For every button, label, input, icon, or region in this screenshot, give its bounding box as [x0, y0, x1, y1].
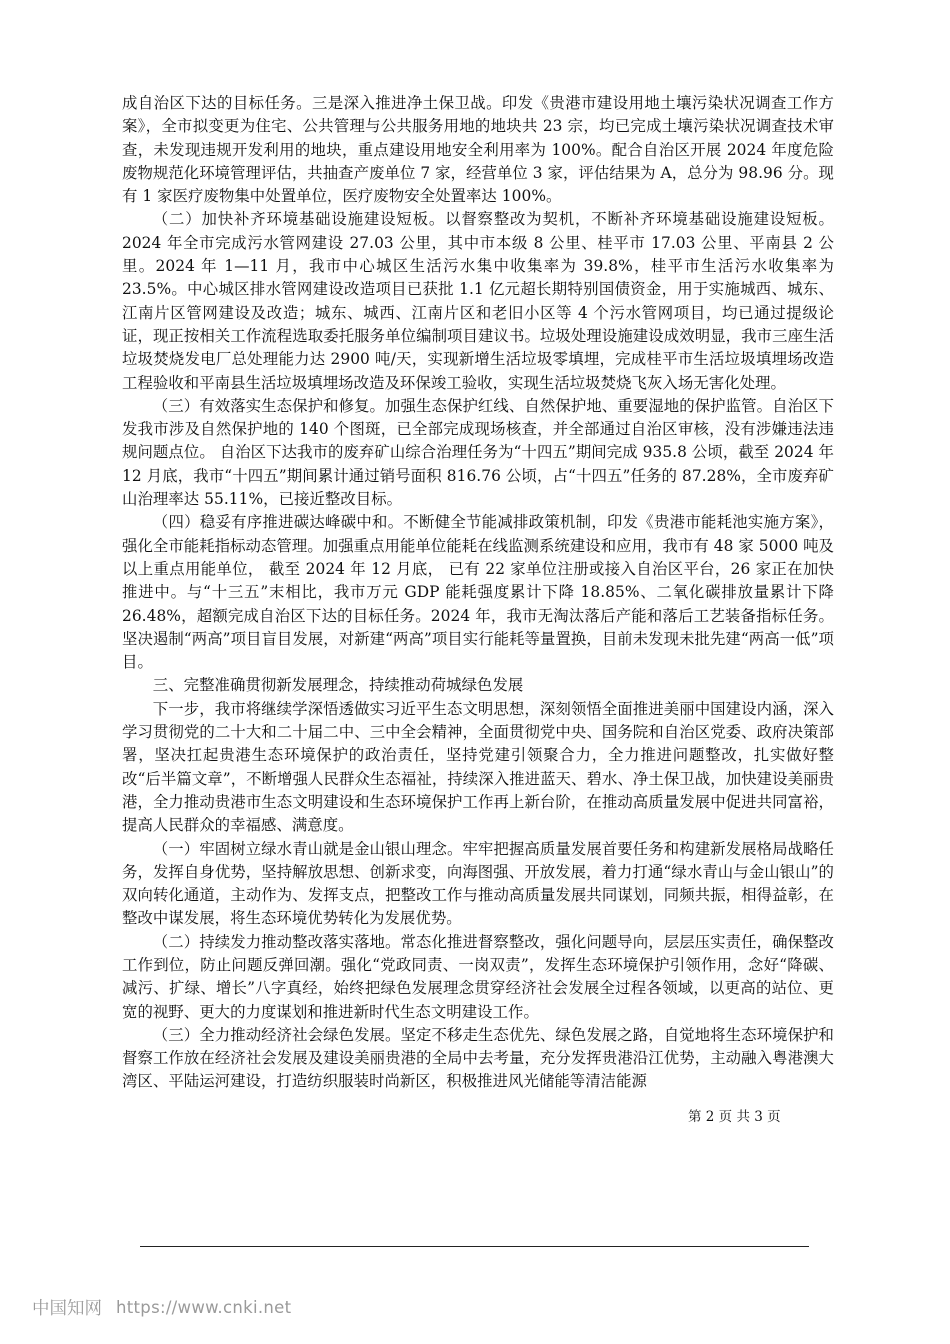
paragraph-infrastructure: （二）加快补齐环境基础设施建设短板。以督察整改为契机，不断补齐环境基础设施建设短板。2024 年全市完成污水管网建设 27.03 公里，其中市本级 8 公里、桂平市 17.03 公里、平南县 2 公里。2024 年 1—11 月，我市中心城区生活污水集中收集率为 39.8%，桂平市生活污水收集率为 23.5%。中心城区排水管网建设改造项目已获批 1.1 亿元超长期特别国债资金，用于实施城西、城东、江南片区管网建设及改造；城东、城西、江南片区和老旧小区等 4 个污水管网项目，均已通过提级论证，现正按相关工作流程选取委托服务单位编制项目建议书。垃圾处理设施建设成效明显，我市三座生活垃圾焚烧发电厂总处理能力达 2900 吨/天，实现新增生活垃圾零填埋，完成桂平市生活垃圾填埋场改造工程验收和平南县生活垃圾填埋场改造及环保竣工验收，实现生活垃圾焚烧飞灰入场无害化处理。	[122, 210, 834, 392]
paragraph-next-steps: 下一步，我市将继续学深悟透做实习近平生态文明思想，深刻领悟全面推进美丽中国建设内涵，深入学习贯彻党的二十大和二十届二中、三中全会精神，全面贯彻党中央、国务院和自治区党委、政府决策部署，坚决扛起贵港生态环境保护的政治责任，坚持党建引领聚合力，全力推进问题整改，扎实做好整改“后半篇文章”，不断增强人民群众生态福祉，持续深入推进蓝天、碧水、净土保卫战，加快建设美丽贵港，全力推动贵港市生态文明建设和生态环境保护工作再上新台阶，在推动高质量发展中促进共同富裕，提高人民群众的幸福感、满意度。	[122, 699, 834, 835]
watermark-url: https://www.cnki.net	[116, 1297, 292, 1317]
watermark-site-name: 中国知网	[32, 1298, 102, 1319]
document-body	[122, 92, 834, 1094]
paragraph-continuation: 成自治区下达的目标任务。三是深入推进净土保卫战。印发《贵港市建设用地土壤污染状况调查工作方案》，全市拟变更为住宅、公共管理与公共服务用地的地块共 23 宗，均已完成土壤污染状况调查技术审查，未发现违规开发利用的地块，重点建设用地安全利用率为 100%。配合自治区开展 2024 年度危险废物规范化环境管理评估，共抽查产废单位 7 家，经营单位 3 家，评估结果为 A，总分为 98.96 分。现有 1 家医疗废物集中处置单位，医疗废物安全处置率达 100%。	[122, 94, 834, 206]
section-heading-3: 三、完整准确贯彻新发展理念，持续推动荷城绿色发展	[152, 676, 524, 695]
footer-divider	[140, 1246, 809, 1247]
cnki-watermark	[32, 1292, 291, 1322]
paragraph-carbon-neutral: （四）稳妥有序推进碳达峰碳中和。不断健全节能减排政策机制，印发《贵港市能耗池实施方案》，强化全市能耗指标动态管理。加强重点用能单位能耗在线监测系统建设和应用，我市有 48 家 5000 吨及以上重点用能单位， 截至 2024 年 12 月底， 已有 22 家单位注册或接入自治区平台，26 家正在加快推进中。与“十三五”末相比，我市万元 GDP 能耗强度累计下降 18.85%、二氧化碳排放量累计下降 26.48%，超额完成自治区下达的目标任务。2024 年，我市无淘汰落后产能和落后工艺装备指标任务。坚决遏制“两高”项目盲目发展，对新建“两高”项目实行能耗等量置换，目前未发现未批先建“两高一低”项目。	[122, 513, 834, 672]
page-number: 第 2 页 共 3 页	[688, 1109, 781, 1125]
paragraph-green-development: （三）全力推动经济社会绿色发展。坚定不移走生态优先、绿色发展之路，自觉地将生态环境保护和督察工作放在经济社会发展及建设美丽贵港的全局中去考量，充分发挥贵港沿江优势，主动融入粤港澳大湾区、平陆运河建设，打造纺织服装时尚新区，积极推进风光储能等清洁能源	[122, 1025, 834, 1091]
paragraph-green-mountains: （一）牢固树立绿水青山就是金山银山理念。牢牢把握高质量发展首要任务和构建新发展格局战略任务，发挥自身优势，坚持解放思想、创新求变，向海图强、开放发展，着力打通“绿水青山与金山银山”的双向转化通道，主动作为、发挥支点，把整改工作与推动高质量发展共同谋划，同频共振，相得益彰，在整改中谋发展，将生态环境优势转化为发展优势。	[122, 839, 834, 928]
paragraph-rectification: （二）持续发力推动整改落实落地。常态化推进督察整改，强化问题导向，层层压实责任，确保整改工作到位，防止问题反弹回潮。强化“党政同责、一岗双责”，发挥生态环境保护引领作用，念好“降碳、减污、扩绿、增长”八字真经，始终把绿色发展理念贯穿经济社会发展全过程各领域，以更高的站位、更宽的视野、更大的力度谋划和推进新时代生态文明建设工作。	[122, 932, 834, 1021]
paragraph-ecology-protection: （三）有效落实生态保护和修复。加强生态保护红线、自然保护地、重要湿地的保护监管。自治区下发我市涉及自然保护地的 140 个图斑，已全部完成现场核查，并全部通过自治区审核，没有涉嫌违法违规问题点位。 自治区下达我市的废弃矿山综合治理任务为“十四五”期间完成 935.8 公顷，截至 2024 年 12 月底，我市“十四五”期间累计通过销号面积 816.76 公顷，占“十四五”任务的 87.28%，全市废弃矿山治理率达 55.11%，已接近整改目标。	[122, 396, 834, 509]
